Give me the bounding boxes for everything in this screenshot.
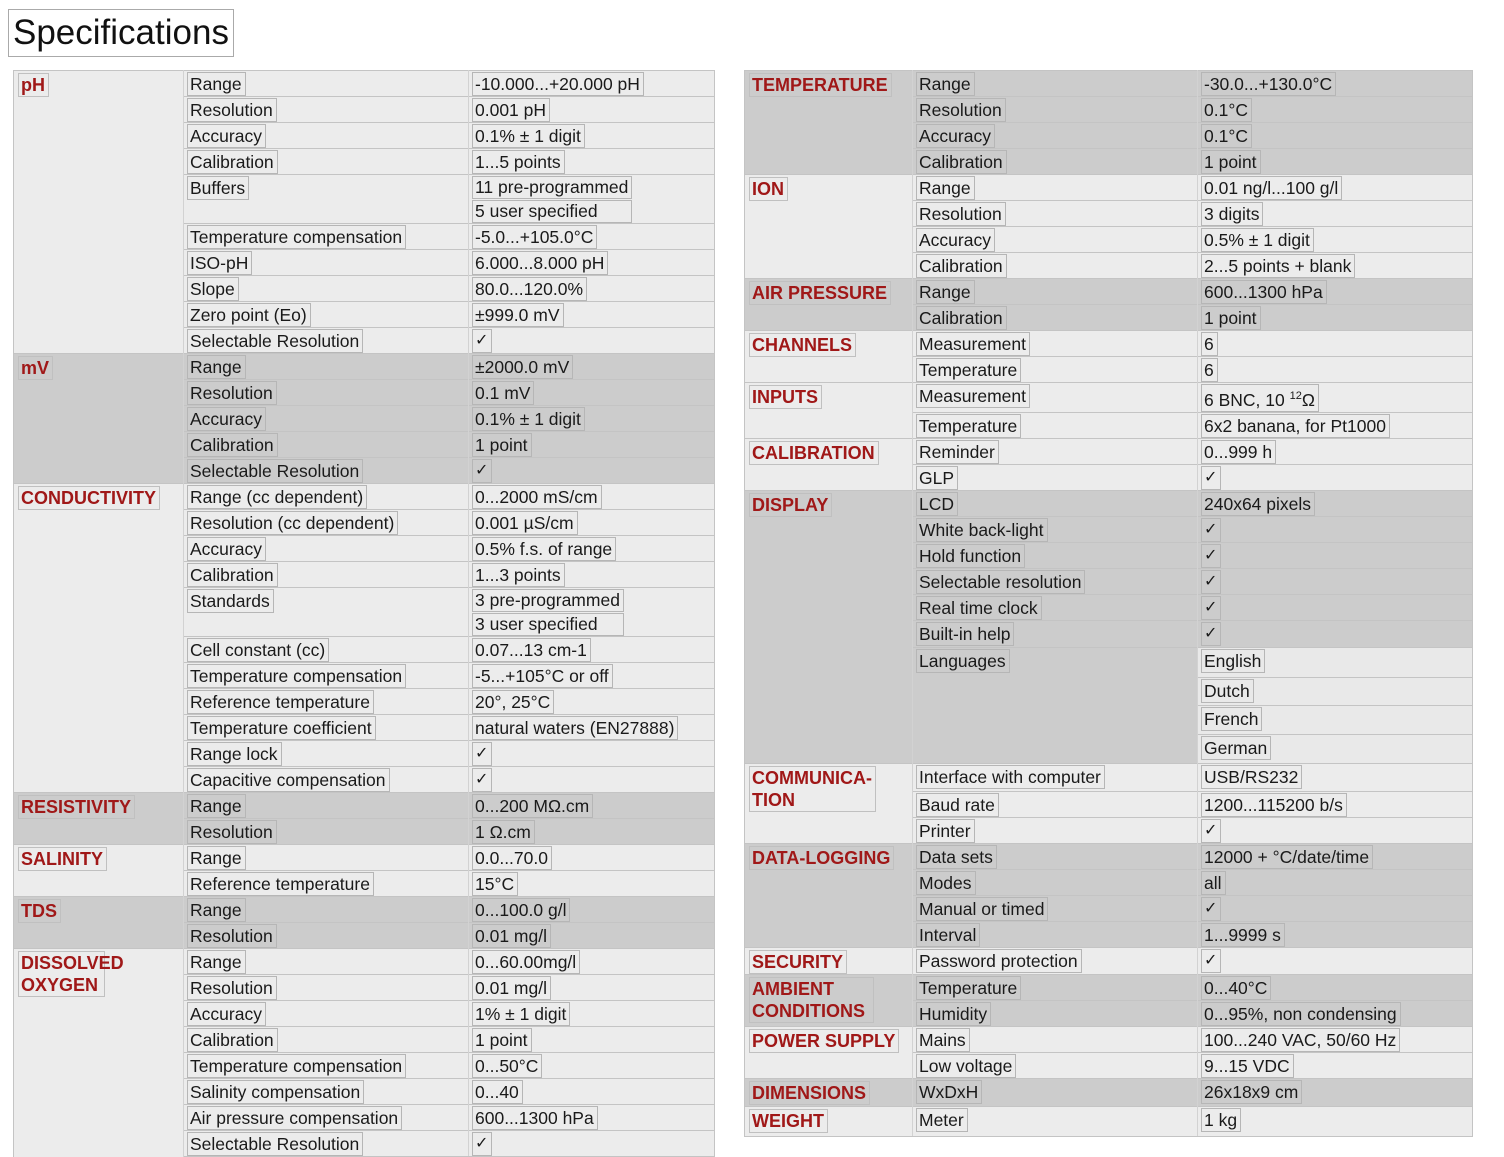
spec-value: 1% ± 1 digit xyxy=(472,1002,570,1026)
check-icon: ✓ xyxy=(1201,949,1221,973)
spec-label: ISO-pH xyxy=(187,251,252,275)
spec-label: Range xyxy=(187,355,246,379)
spec-value: 1 point xyxy=(1201,150,1261,174)
spec-value: 0.1 mV xyxy=(472,381,534,405)
spec-label: Temperature compensation xyxy=(187,1054,406,1078)
spec-label: Range xyxy=(916,280,975,304)
section-cell-power-supply xyxy=(745,1026,913,1078)
spec-row xyxy=(745,490,1473,516)
spec-value: 3 user specified xyxy=(472,613,624,636)
spec-value: 0.001 pH xyxy=(472,98,550,122)
spec-label: Capacitive compensation xyxy=(187,768,390,792)
spec-label: Slope xyxy=(187,277,239,301)
section-title: DIMENSIONS xyxy=(749,1081,870,1105)
spec-label: GLP xyxy=(916,466,958,490)
spec-row xyxy=(745,947,1473,974)
spec-value: 0...60.00mg/l xyxy=(472,950,580,974)
spec-value: 1 point xyxy=(1201,306,1261,330)
spec-label: Calibration xyxy=(916,306,1007,330)
spec-label: Resolution xyxy=(187,924,277,948)
spec-row xyxy=(745,71,1473,97)
spec-row xyxy=(14,845,715,871)
spec-value: 6 xyxy=(1201,358,1218,382)
spec-label: Resolution xyxy=(187,820,277,844)
spec-value: -10.000...+20.000 pH xyxy=(472,72,644,96)
spec-row xyxy=(745,175,1473,201)
spec-value: 0...40 xyxy=(472,1080,523,1104)
spec-label: Temperature xyxy=(916,358,1021,382)
spec-label: Range lock xyxy=(187,742,282,766)
spec-value: 2...5 points + blank xyxy=(1201,254,1355,278)
spec-row xyxy=(745,383,1473,413)
spec-label: Measurement xyxy=(916,384,1030,408)
section-title: INPUTS xyxy=(749,385,822,409)
spec-label: Mains xyxy=(916,1028,970,1052)
spec-label: WxDxH xyxy=(916,1080,982,1104)
spec-value: 1 Ω.cm xyxy=(472,820,535,844)
spec-value: 0.5% ± 1 digit xyxy=(1201,228,1314,252)
check-icon: ✓ xyxy=(1201,596,1221,620)
section-title: WEIGHT xyxy=(749,1109,828,1133)
spec-label: LCD xyxy=(916,492,958,516)
page-title: Specifications xyxy=(8,9,234,57)
spec-value: 3 digits xyxy=(1201,202,1263,226)
spec-value: 0...999 h xyxy=(1201,440,1276,464)
spec-label: Measurement xyxy=(916,332,1030,356)
spec-value: 600...1300 hPa xyxy=(1201,280,1327,304)
section-cell-dimensions xyxy=(745,1078,913,1106)
spec-label: Low voltage xyxy=(916,1054,1016,1078)
spec-row xyxy=(745,438,1473,464)
check-icon: ✓ xyxy=(1201,544,1221,568)
spec-row xyxy=(745,763,1473,791)
spec-label: Calibration xyxy=(187,433,278,457)
specs-table-left xyxy=(13,70,715,1157)
section-title: TDS xyxy=(18,899,61,923)
section-title: RESISTIVITY xyxy=(18,795,135,819)
spec-row xyxy=(745,1078,1473,1106)
spec-row xyxy=(745,331,1473,357)
spec-value: 0.1°C xyxy=(1201,124,1252,148)
spec-label: Salinity compensation xyxy=(187,1080,364,1104)
spec-value: 0...40°C xyxy=(1201,976,1271,1000)
spec-label: Range xyxy=(187,898,246,922)
spec-label: Accuracy xyxy=(187,407,266,431)
spec-row xyxy=(14,949,715,975)
spec-label: Standards xyxy=(187,589,274,613)
spec-value: 0...100.0 g/l xyxy=(472,898,570,922)
section-title: TEMPERATURE xyxy=(749,73,892,97)
spec-label: Air pressure compensation xyxy=(187,1106,402,1130)
spec-row xyxy=(745,1106,1473,1136)
spec-value: -5...+105°C or off xyxy=(472,664,613,688)
section-title: SALINITY xyxy=(18,847,107,871)
check-icon: ✓ xyxy=(1201,466,1221,490)
section-title: COMMUNICA- TION xyxy=(749,766,876,812)
spec-label: Calibration xyxy=(187,1028,278,1052)
spec-label: Printer xyxy=(916,819,975,843)
spec-value: all xyxy=(1201,871,1226,895)
spec-label: Range xyxy=(187,950,246,974)
spec-label: Temperature compensation xyxy=(187,664,406,688)
spec-value: 6x2 banana, for Pt1000 xyxy=(1201,414,1390,438)
spec-label: Resolution xyxy=(916,202,1006,226)
spec-value: German xyxy=(1201,736,1271,760)
check-icon: ✓ xyxy=(1201,622,1221,646)
spec-label: Calibration xyxy=(916,150,1007,174)
spec-label: Accuracy xyxy=(187,1002,266,1026)
spec-value: 3 pre-programmed xyxy=(472,589,624,612)
check-icon: ✓ xyxy=(1201,518,1221,542)
spec-label: Temperature compensation xyxy=(187,225,406,249)
spec-value: ±999.0 mV xyxy=(472,303,564,327)
spec-label: Calibration xyxy=(916,254,1007,278)
spec-value: 5 user specified xyxy=(472,200,632,223)
spec-value: French xyxy=(1201,707,1262,731)
section-cell-channels xyxy=(745,331,913,383)
spec-label: Reference temperature xyxy=(187,872,374,896)
section-title: SECURITY xyxy=(749,950,847,974)
spec-value: 0.1% ± 1 digit xyxy=(472,124,585,148)
section-cell-security xyxy=(745,947,913,974)
spec-label: Real time clock xyxy=(916,596,1042,620)
section-title: DISSOLVED OXYGEN xyxy=(18,951,105,997)
section-title: AMBIENT CONDITIONS xyxy=(749,977,874,1023)
spec-label: Resolution xyxy=(187,976,277,1000)
section-title: CALIBRATION xyxy=(749,441,879,465)
spec-label: Interval xyxy=(916,923,980,947)
check-icon: ✓ xyxy=(472,459,492,483)
spec-label: Temperature coefficient xyxy=(187,716,376,740)
spec-label: Reference temperature xyxy=(187,690,374,714)
spec-value: 12000 + °C/date/time xyxy=(1201,845,1373,869)
check-icon: ✓ xyxy=(472,1132,492,1156)
spec-value: 6.000...8.000 pH xyxy=(472,251,608,275)
spec-value: 0.01 mg/l xyxy=(472,924,551,948)
spec-label: Calibration xyxy=(187,150,278,174)
spec-label: Hold function xyxy=(916,544,1025,568)
spec-value: 15°C xyxy=(472,872,518,896)
spec-value: 240x64 pixels xyxy=(1201,492,1315,516)
spec-value: -30.0...+130.0°C xyxy=(1201,72,1336,96)
spec-label: Selectable Resolution xyxy=(187,459,363,483)
spec-value: 0...200 MΩ.cm xyxy=(472,794,593,818)
spec-value: 26x18x9 cm xyxy=(1201,1080,1302,1104)
spec-value: 6 xyxy=(1201,332,1218,356)
section-title: mV xyxy=(18,356,53,380)
check-icon: ✓ xyxy=(1201,897,1221,921)
section-cell-mv xyxy=(14,354,184,484)
spec-row xyxy=(745,279,1473,305)
spec-label: Reminder xyxy=(916,440,999,464)
spec-label: Meter xyxy=(916,1108,968,1132)
spec-value: 80.0...120.0% xyxy=(472,277,587,301)
section-title: ION xyxy=(749,177,788,201)
spec-value: 0.01 ng/l...100 g/l xyxy=(1201,176,1342,200)
check-icon: ✓ xyxy=(1201,819,1221,843)
section-title: CHANNELS xyxy=(749,333,856,357)
spec-value: 0...95%, non condensing xyxy=(1201,1002,1401,1026)
section-cell-data-logging xyxy=(745,843,913,947)
spec-label: Baud rate xyxy=(916,793,999,817)
spec-label: Selectable Resolution xyxy=(187,329,363,353)
spec-label: Accuracy xyxy=(916,228,995,252)
section-cell-inputs xyxy=(745,383,913,439)
spec-label: Accuracy xyxy=(187,537,266,561)
check-icon: ✓ xyxy=(1201,570,1221,594)
spec-label: Range xyxy=(187,794,246,818)
spec-label: Built-in help xyxy=(916,622,1014,646)
section-cell-display xyxy=(745,490,913,763)
section-cell-ambient-conditions xyxy=(745,974,913,1026)
spec-label: Password protection xyxy=(916,949,1082,973)
section-cell-temperature xyxy=(745,71,913,175)
spec-value: 0...2000 mS/cm xyxy=(472,485,602,509)
spec-value: 1 point xyxy=(472,1028,532,1052)
spec-label: White back-light xyxy=(916,518,1048,542)
spec-label: Selectable Resolution xyxy=(187,1132,363,1156)
spec-value: 20°, 25°C xyxy=(472,690,554,714)
spec-label: Temperature xyxy=(916,414,1021,438)
spec-label: Humidity xyxy=(916,1002,991,1026)
section-cell-weight xyxy=(745,1106,913,1136)
spec-label: Interface with computer xyxy=(916,765,1105,789)
spec-label: Modes xyxy=(916,871,976,895)
spec-value: 0.1% ± 1 digit xyxy=(472,407,585,431)
section-title: POWER SUPPLY xyxy=(749,1029,899,1053)
spec-row xyxy=(14,897,715,923)
section-cell-tds xyxy=(14,897,184,949)
section-cell-conductivity xyxy=(14,484,184,793)
spec-value: -5.0...+105.0°C xyxy=(472,225,597,249)
spec-label: Resolution xyxy=(916,98,1006,122)
spec-label: Range (cc dependent) xyxy=(187,485,367,509)
spec-value: 1200...115200 b/s xyxy=(1201,793,1347,817)
check-icon: ✓ xyxy=(472,742,492,766)
check-icon: ✓ xyxy=(472,329,492,353)
spec-value: 0.0...70.0 xyxy=(472,846,552,870)
spec-row xyxy=(14,793,715,819)
section-title: pH xyxy=(18,73,49,97)
spec-value: ±2000.0 mV xyxy=(472,355,573,379)
section-title: CONDUCTIVITY xyxy=(18,486,160,510)
spec-value: 11 pre-programmed xyxy=(472,176,632,199)
section-cell-dissolved-oxygen xyxy=(14,949,184,1157)
spec-row xyxy=(14,354,715,380)
spec-label: Zero point (Eo) xyxy=(187,303,311,327)
spec-value: Dutch xyxy=(1201,679,1254,703)
section-cell-ph xyxy=(14,71,184,354)
spec-label: Resolution (cc dependent) xyxy=(187,511,398,535)
spec-row xyxy=(745,974,1473,1000)
spec-value: USB/RS232 xyxy=(1201,765,1302,789)
section-cell-salinity xyxy=(14,845,184,897)
spec-value: 600...1300 hPa xyxy=(472,1106,598,1130)
section-cell-air-pressure xyxy=(745,279,913,331)
spec-value: 6 BNC, 10 $^{12}$Ω xyxy=(1201,384,1319,412)
section-cell-calibration xyxy=(745,438,913,490)
spec-value: 0.001 µS/cm xyxy=(472,511,578,535)
spec-value: 1...5 points xyxy=(472,150,565,174)
section-title: DISPLAY xyxy=(749,493,832,517)
spec-label: Resolution xyxy=(187,381,277,405)
spec-label: Range xyxy=(187,72,246,96)
spec-value: 0.5% f.s. of range xyxy=(472,537,616,561)
spec-label: Buffers xyxy=(187,176,249,200)
spec-label: Resolution xyxy=(187,98,277,122)
section-cell-resistivity xyxy=(14,793,184,845)
spec-value: 1...3 points xyxy=(472,563,565,587)
spec-value: 0...50°C xyxy=(472,1054,542,1078)
spec-label: Data sets xyxy=(916,845,997,869)
spec-value: 1 point xyxy=(472,433,532,457)
spec-label: Manual or timed xyxy=(916,897,1048,921)
spec-label: Range xyxy=(187,846,246,870)
spec-label: Range xyxy=(916,72,975,96)
spec-row xyxy=(745,843,1473,869)
spec-label: Languages xyxy=(916,649,1010,673)
spec-value: 1...9999 s xyxy=(1201,923,1285,947)
spec-value: 0.1°C xyxy=(1201,98,1252,122)
spec-label: Calibration xyxy=(187,563,278,587)
section-cell-ion xyxy=(745,175,913,279)
spec-row xyxy=(14,71,715,97)
spec-value: 9...15 VDC xyxy=(1201,1054,1294,1078)
spec-value: 0.01 mg/l xyxy=(472,976,551,1000)
spec-row xyxy=(14,484,715,510)
section-title: AIR PRESSURE xyxy=(749,281,891,305)
section-title: DATA-LOGGING xyxy=(749,846,894,870)
spec-value: English xyxy=(1201,649,1265,673)
spec-value: 100...240 VAC, 50/60 Hz xyxy=(1201,1028,1400,1052)
spec-row xyxy=(745,1026,1473,1052)
check-icon: ✓ xyxy=(472,768,492,792)
spec-value: 0.07...13 cm-1 xyxy=(472,638,591,662)
spec-label: Selectable resolution xyxy=(916,570,1085,594)
spec-label: Range xyxy=(916,176,975,200)
spec-label: Temperature xyxy=(916,976,1021,1000)
spec-label: Cell constant (cc) xyxy=(187,638,329,662)
spec-label: Accuracy xyxy=(916,124,995,148)
section-cell-communica-tion xyxy=(745,763,913,843)
spec-value: 1 kg xyxy=(1201,1108,1241,1132)
specs-table-right xyxy=(744,70,1473,1137)
spec-value: natural waters (EN27888) xyxy=(472,716,678,740)
spec-label: Accuracy xyxy=(187,124,266,148)
